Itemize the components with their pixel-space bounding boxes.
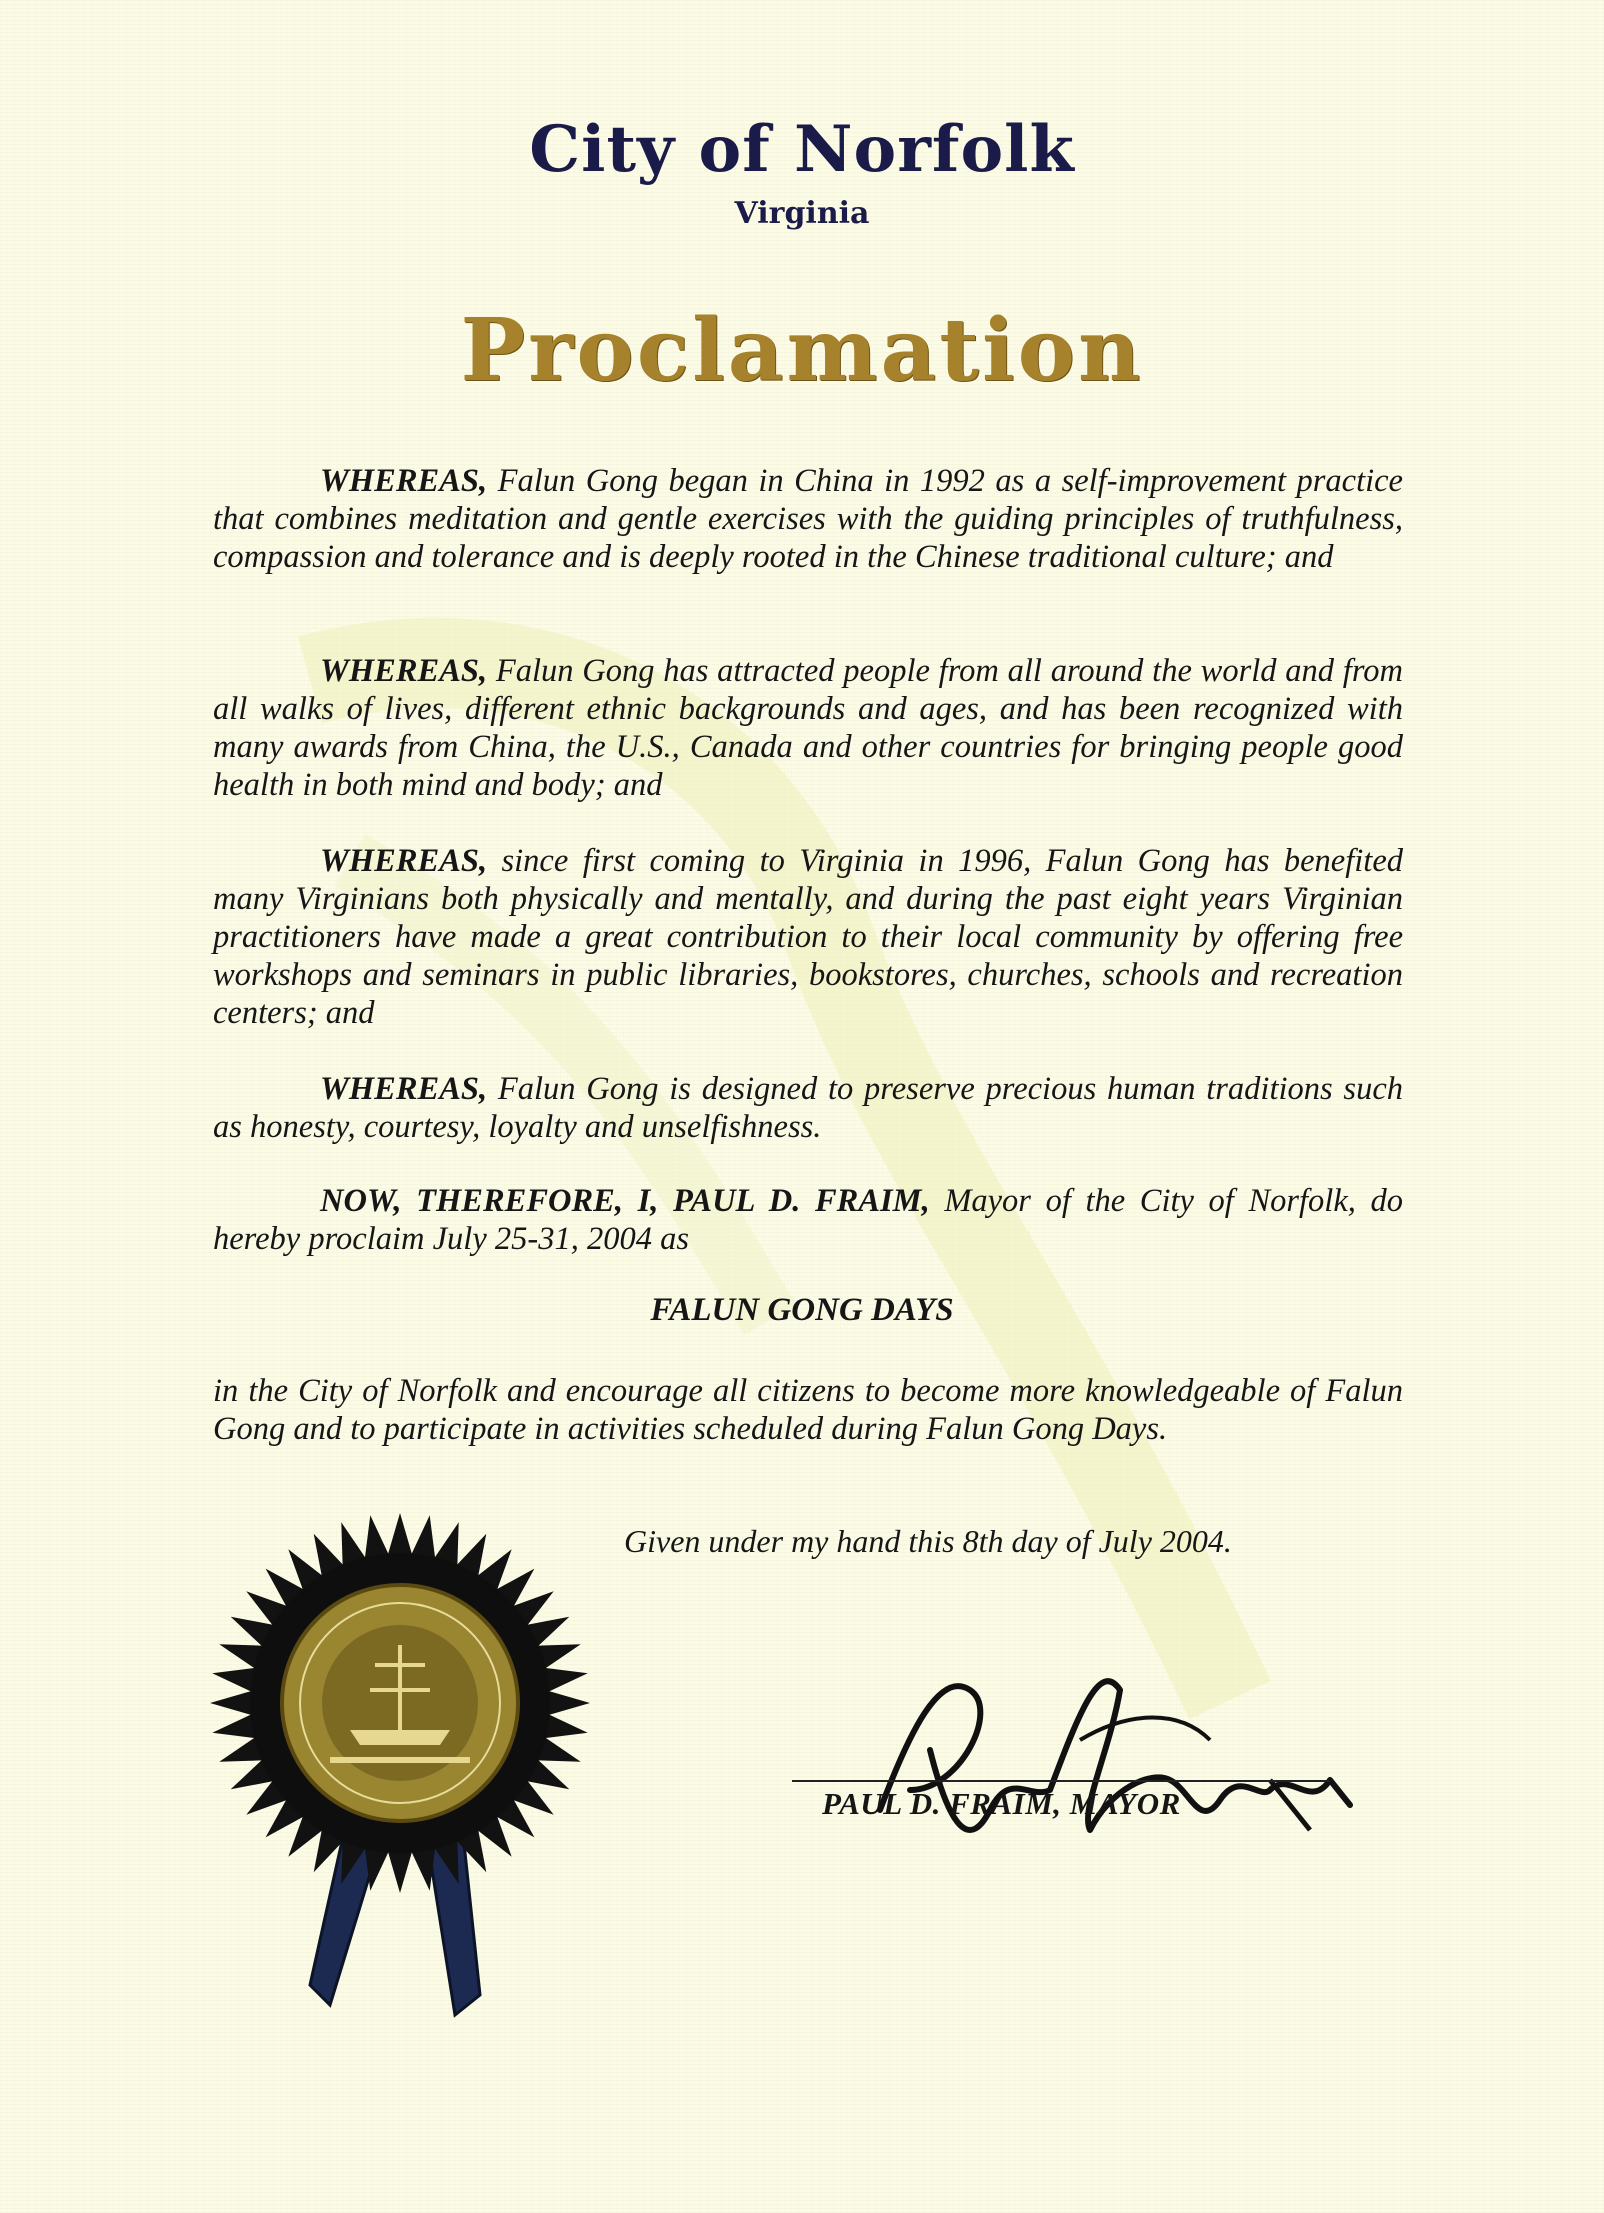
paragraph-text: Mayor of the City of Norfolk, do hereby proclaim July 25-31, 2004 as (213, 1183, 1403, 1257)
whereas-paragraph-2 (213, 652, 1403, 804)
state-heading: Virginia (734, 196, 870, 231)
paragraph-text: since first coming to Virginia in 1996, Falun Gong has benefited many Virginians both physically and mentally, and during the past eight years Virginian practitioners have made a great contribution to their local community by offering free workshops and seminars in public libraries, bookstores, churches, schools and recreation centers; and (213, 843, 1403, 1031)
paragraph-keyword: NOW, THEREFORE, I, PAUL D. FRAIM, (320, 1183, 930, 1219)
paragraph-keyword: WHEREAS, (320, 463, 488, 499)
whereas-paragraph-4 (213, 1070, 1403, 1146)
paragraph-keyword: WHEREAS, (320, 843, 488, 879)
proclaimed-days: FALUN GONG DAYS (650, 1292, 954, 1328)
paragraph-text: Falun Gong began in China in 1992 as a self-improvement practice that combines meditation and gentle exercises with the guiding principles of truthfulness, compassion and tolerance and is deeply rooted in the Chinese traditional culture; and (213, 463, 1403, 575)
signature-icon (850, 1630, 1370, 1870)
signatory-name: PAUL D. FRAIM, MAYOR (822, 1786, 1181, 1821)
signature-line (792, 1780, 1330, 1782)
seal-icon (200, 1505, 620, 2035)
paragraph-keyword: WHEREAS, (320, 653, 488, 689)
city-heading: City of Norfolk (529, 112, 1075, 187)
whereas-paragraph-3 (213, 842, 1403, 1032)
closing-paragraph (213, 1372, 1403, 1448)
paragraph-keyword: WHEREAS, (320, 1071, 488, 1107)
proclamation-title: Proclamation (460, 300, 1144, 401)
therefore-paragraph (213, 1182, 1403, 1258)
paragraph-text: Falun Gong has attracted people from all around the world and from all walks of lives, different ethnic backgrounds and ages, and has been recognized with many awards from China, the U.S., Canada and other countries for bringing people good health in both mind and body; and (213, 653, 1403, 803)
given-date: Given under my hand this 8th day of July 2004. (624, 1523, 1232, 1559)
whereas-paragraph-1 (213, 462, 1403, 576)
paragraph-text: Falun Gong is designed to preserve precious human traditions such as honesty, courtesy, loyalty and unselfishness. (213, 1071, 1403, 1145)
closing-text: in the City of Norfolk and encourage all citizens to become more knowledgeable of Falun Gong and to participate in activities scheduled during Falun Gong Days. (213, 1373, 1403, 1447)
